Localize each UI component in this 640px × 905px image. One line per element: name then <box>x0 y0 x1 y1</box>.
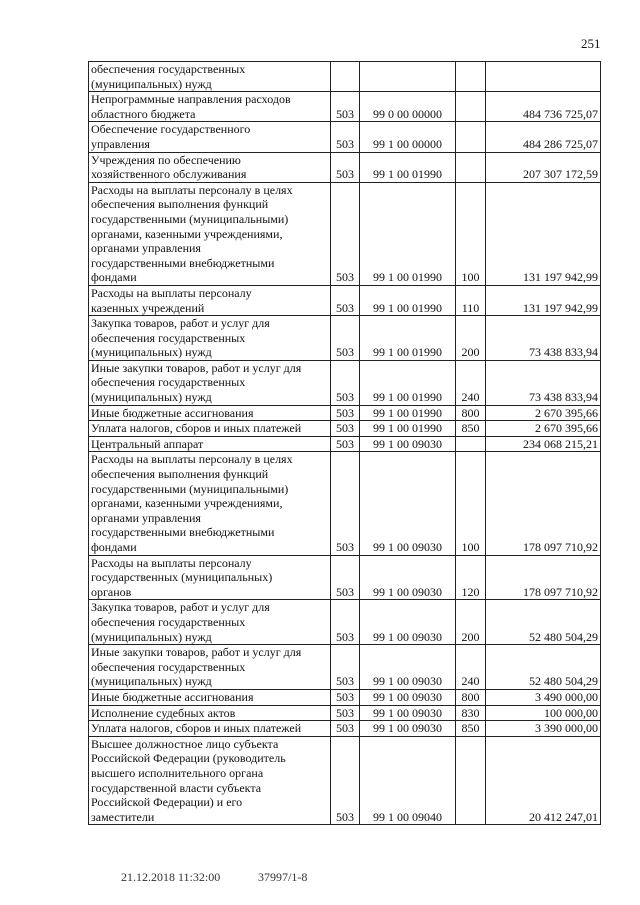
row-ved-cell: 503 <box>331 421 360 437</box>
row-sum-cell: 178 097 710,92 <box>486 452 601 555</box>
row-csr-cell: 99 1 00 09030 <box>360 645 456 690</box>
row-sum-cell: 207 307 172,59 <box>486 152 601 182</box>
row-name-cell: Закупка товаров, работ и услуг для обеспечения государственных (муниципальных) нужд <box>89 600 331 645</box>
row-vr-cell: 850 <box>456 421 486 437</box>
row-name-cell: Иные бюджетные ассигнования <box>89 689 331 705</box>
row-vr-cell <box>456 92 486 122</box>
row-name-cell: Иные закупки товаров, работ и услуг для обеспечения государственных (муниципальных) нужд <box>89 360 331 405</box>
row-csr-cell: 99 1 00 09030 <box>360 721 456 737</box>
row-vr-cell: 200 <box>456 600 486 645</box>
row-sum-cell: 131 197 942,99 <box>486 285 601 315</box>
budget-table-body <box>89 62 601 825</box>
page-number: 251 <box>581 36 601 51</box>
budget-table <box>88 61 601 825</box>
row-name-cell: Исполнение судебных актов <box>89 705 331 721</box>
row-vr-cell: 120 <box>456 555 486 600</box>
row-vr-cell <box>456 152 486 182</box>
row-csr-cell <box>360 62 456 92</box>
table-row <box>89 721 601 737</box>
row-vr-cell: 100 <box>456 182 486 285</box>
row-ved-cell: 503 <box>331 689 360 705</box>
row-ved-cell: 503 <box>331 122 360 152</box>
table-row <box>89 452 601 555</box>
row-vr-cell: 240 <box>456 360 486 405</box>
row-ved-cell: 503 <box>331 360 360 405</box>
row-ved-cell: 503 <box>331 555 360 600</box>
row-ved-cell: 503 <box>331 600 360 645</box>
row-sum-cell: 3 390 000,00 <box>486 721 601 737</box>
row-csr-cell: 99 1 00 01990 <box>360 316 456 361</box>
row-name-cell: Центральный аппарат <box>89 436 331 452</box>
table-row <box>89 92 601 122</box>
table-row <box>89 182 601 285</box>
row-ved-cell: 503 <box>331 721 360 737</box>
row-vr-cell: 200 <box>456 316 486 361</box>
table-row <box>89 285 601 315</box>
row-csr-cell: 99 1 00 01990 <box>360 360 456 405</box>
row-vr-cell: 100 <box>456 452 486 555</box>
row-vr-cell <box>456 122 486 152</box>
row-sum-cell: 131 197 942,99 <box>486 182 601 285</box>
row-vr-cell <box>456 736 486 825</box>
row-ved-cell: 503 <box>331 285 360 315</box>
row-sum-cell: 20 412 247,01 <box>486 736 601 825</box>
row-name-cell: Высшее должностное лицо субъекта Российской Федерации (руководитель высшего исполнительного органа государственной власти субъекта Российской Федерации) и его заместители <box>89 736 331 825</box>
row-sum-cell: 73 438 833,94 <box>486 360 601 405</box>
row-csr-cell: 99 1 00 01990 <box>360 421 456 437</box>
row-vr-cell: 850 <box>456 721 486 737</box>
row-vr-cell: 830 <box>456 705 486 721</box>
row-sum-cell: 73 438 833,94 <box>486 316 601 361</box>
table-row <box>89 600 601 645</box>
table-row <box>89 122 601 152</box>
row-name-cell: обеспечения государственных (муниципальных) нужд <box>89 62 331 92</box>
row-csr-cell: 99 1 00 09030 <box>360 689 456 705</box>
row-ved-cell: 503 <box>331 645 360 690</box>
row-sum-cell: 52 480 504,29 <box>486 645 601 690</box>
row-sum-cell: 100 000,00 <box>486 705 601 721</box>
row-name-cell: Уплата налогов, сборов и иных платежей <box>89 421 331 437</box>
row-name-cell: Расходы на выплаты персоналу в целях обеспечения выполнения функций государственными (муниципальными) органами, казенными учреждениями, органами управления государственными внебюджетными фондами <box>89 182 331 285</box>
row-sum-cell: 484 286 725,07 <box>486 122 601 152</box>
table-row <box>89 736 601 825</box>
row-name-cell: Учреждения по обеспечению хозяйственного обслуживания <box>89 152 331 182</box>
row-vr-cell <box>456 62 486 92</box>
row-sum-cell: 484 736 725,07 <box>486 92 601 122</box>
row-ved-cell: 503 <box>331 316 360 361</box>
table-row <box>89 645 601 690</box>
row-name-cell: Расходы на выплаты персоналу казенных учреждений <box>89 285 331 315</box>
row-ved-cell: 503 <box>331 405 360 421</box>
row-ved-cell: 503 <box>331 152 360 182</box>
row-csr-cell: 99 1 00 09030 <box>360 452 456 555</box>
table-row <box>89 689 601 705</box>
table-row <box>89 62 601 92</box>
row-name-cell: Расходы на выплаты персоналу в целях обеспечения выполнения функций государственными (муниципальными) органами, казенными учреждениями, органами управления государственными внебюджетными фондами <box>89 452 331 555</box>
row-vr-cell: 240 <box>456 645 486 690</box>
table-row <box>89 405 601 421</box>
row-vr-cell: 800 <box>456 405 486 421</box>
row-csr-cell: 99 1 00 01990 <box>360 285 456 315</box>
row-ved-cell: 503 <box>331 436 360 452</box>
table-row <box>89 152 601 182</box>
row-ved-cell <box>331 62 360 92</box>
row-csr-cell: 99 1 00 09030 <box>360 555 456 600</box>
row-csr-cell: 99 1 00 09030 <box>360 705 456 721</box>
table-row <box>89 705 601 721</box>
row-csr-cell: 99 1 00 01990 <box>360 405 456 421</box>
row-name-cell: Непрограммные направления расходов областного бюджета <box>89 92 331 122</box>
row-sum-cell <box>486 62 601 92</box>
table-row <box>89 436 601 452</box>
row-name-cell: Иные закупки товаров, работ и услуг для обеспечения государственных (муниципальных) нужд <box>89 645 331 690</box>
row-csr-cell: 99 1 00 00000 <box>360 122 456 152</box>
row-ved-cell: 503 <box>331 92 360 122</box>
row-csr-cell: 99 1 00 09030 <box>360 600 456 645</box>
row-vr-cell <box>456 436 486 452</box>
row-csr-cell: 99 0 00 00000 <box>360 92 456 122</box>
row-sum-cell: 3 490 000,00 <box>486 689 601 705</box>
row-sum-cell: 234 068 215,21 <box>486 436 601 452</box>
row-csr-cell: 99 1 00 01990 <box>360 182 456 285</box>
table-row <box>89 555 601 600</box>
row-sum-cell: 2 670 395,66 <box>486 421 601 437</box>
row-csr-cell: 99 1 00 01990 <box>360 152 456 182</box>
row-ved-cell: 503 <box>331 705 360 721</box>
row-name-cell: Расходы на выплаты персоналу государственных (муниципальных) органов <box>89 555 331 600</box>
row-vr-cell: 800 <box>456 689 486 705</box>
table-row <box>89 421 601 437</box>
row-name-cell: Закупка товаров, работ и услуг для обеспечения государственных (муниципальных) нужд <box>89 316 331 361</box>
row-ved-cell: 503 <box>331 736 360 825</box>
footer-datetime: 21.12.2018 11:32:00 <box>121 870 221 884</box>
row-sum-cell: 52 480 504,29 <box>486 600 601 645</box>
footer-doc-number: 37997/1-8 <box>258 870 308 884</box>
row-name-cell: Обеспечение государственного управления <box>89 122 331 152</box>
row-ved-cell: 503 <box>331 452 360 555</box>
row-ved-cell: 503 <box>331 182 360 285</box>
row-csr-cell: 99 1 00 09030 <box>360 436 456 452</box>
table-row <box>89 316 601 361</box>
row-sum-cell: 178 097 710,92 <box>486 555 601 600</box>
row-sum-cell: 2 670 395,66 <box>486 405 601 421</box>
row-name-cell: Иные бюджетные ассигнования <box>89 405 331 421</box>
table-row <box>89 360 601 405</box>
row-csr-cell: 99 1 00 09040 <box>360 736 456 825</box>
row-name-cell: Уплата налогов, сборов и иных платежей <box>89 721 331 737</box>
row-vr-cell: 110 <box>456 285 486 315</box>
